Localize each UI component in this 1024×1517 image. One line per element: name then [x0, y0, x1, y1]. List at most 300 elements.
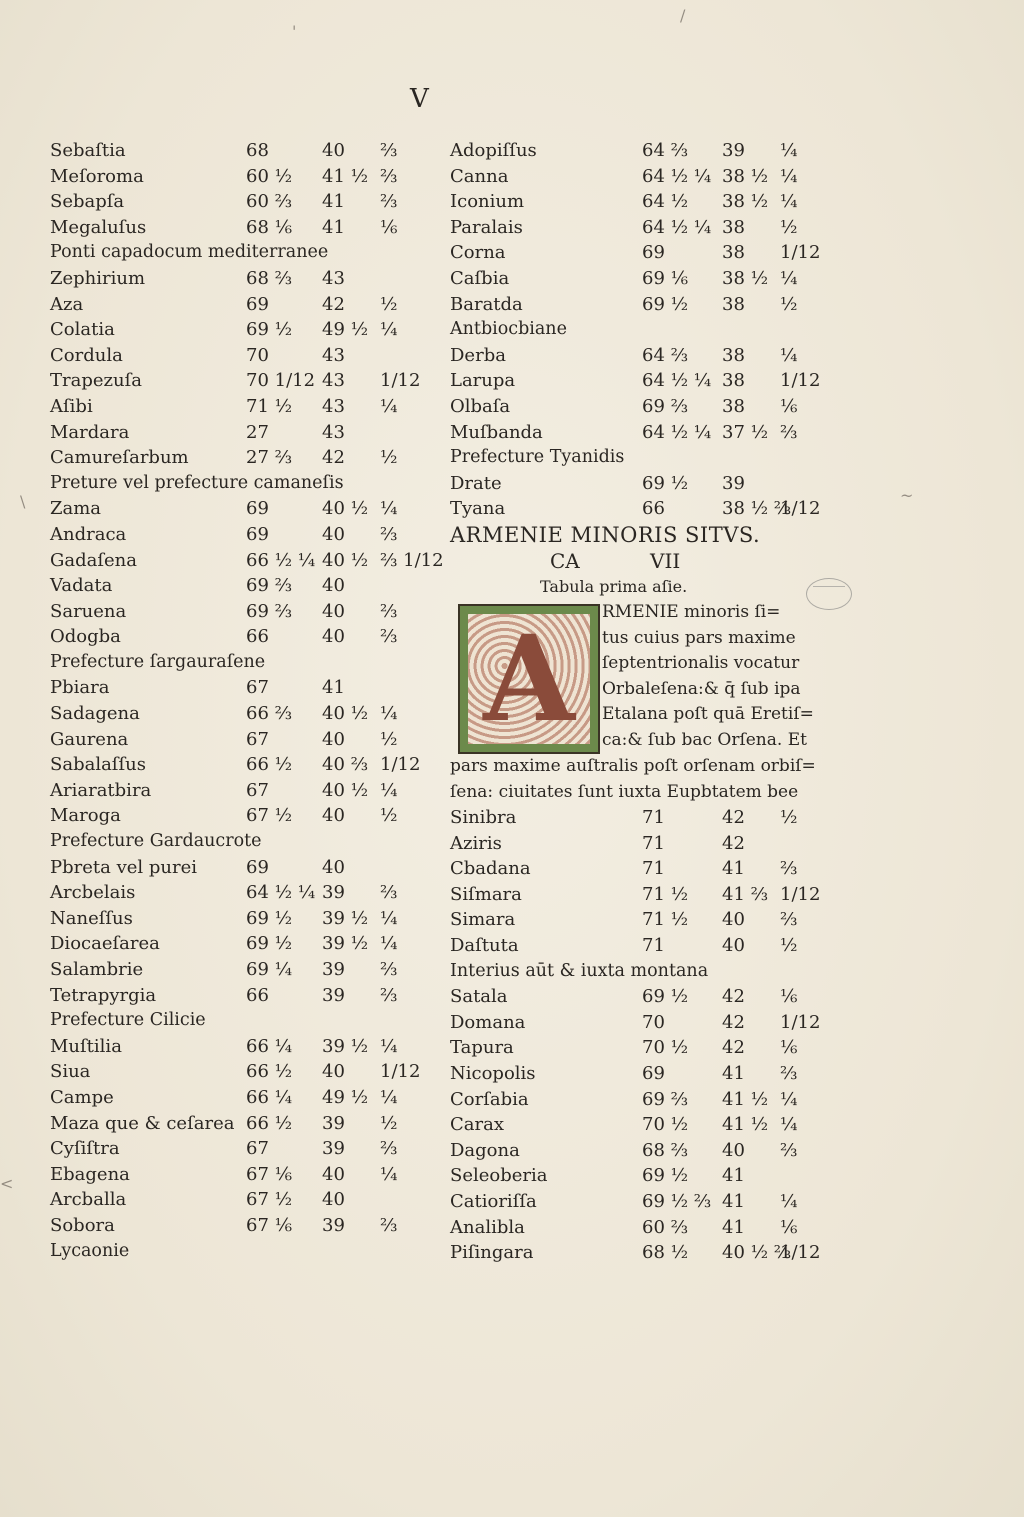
place-name: Prefecture Cilicie: [50, 1010, 206, 1031]
place-name: Cbadana: [450, 858, 531, 880]
table-section-heading: [450, 445, 810, 471]
fraction-value: ½: [780, 935, 798, 957]
latitude-value: 38: [722, 344, 745, 366]
place-name: Prefecture ſargauraſene: [50, 651, 266, 672]
latitude-value: 41: [322, 191, 345, 213]
table-row: [450, 1035, 810, 1061]
place-name: Muſbanda: [450, 421, 543, 443]
place-name: Arcballa: [50, 1189, 127, 1211]
latitude-value: 42: [722, 986, 745, 1008]
latitude-value: 41: [722, 858, 745, 880]
longitude-value: 60 ⅔: [642, 1216, 689, 1238]
place-name: Trapezuſa: [50, 370, 142, 392]
table-row: [50, 1136, 410, 1162]
longitude-value: 27: [246, 421, 269, 443]
fraction-value: ¼: [780, 1191, 798, 1212]
latitude-value: 39 ½: [322, 907, 369, 929]
place-name: Daſtuta: [450, 935, 519, 957]
longitude-value: 27 ⅔: [246, 447, 293, 469]
longitude-value: 70: [246, 344, 269, 366]
table-row: [50, 368, 421, 394]
page-signature: V: [410, 84, 430, 114]
fraction-value: ¼: [780, 140, 798, 161]
place-name: Domana: [450, 1011, 526, 1033]
table-row: [450, 1112, 810, 1138]
fraction-value: ¼: [380, 1086, 398, 1108]
body-line: pars maxime auſtralis poſt orſenam orbiſ=: [450, 755, 816, 776]
longitude-value: 69 ½: [246, 319, 293, 341]
table-row: [450, 933, 810, 959]
fraction-value: 1/12: [380, 370, 421, 392]
intro-line: Etalana poſt quā Eretiſ=: [602, 704, 814, 725]
latitude-value: 43: [322, 421, 345, 443]
place-name: Aſibi: [50, 395, 93, 417]
fraction-value: ¼: [380, 395, 398, 417]
fraction-value: ⅙: [380, 216, 398, 238]
table-row: [50, 1034, 410, 1060]
latitude-value: 39: [322, 1112, 345, 1134]
body-line: ſena: ciuitates ſunt iuxta Eupbtatem bee: [450, 781, 799, 802]
table-row: [450, 907, 810, 933]
latitude-value: 40: [722, 1139, 745, 1161]
longitude-value: 64 ½ ¼: [642, 165, 712, 187]
intro-line: ſeptentrionalis vocatur: [602, 653, 800, 674]
table-row: [50, 1187, 410, 1213]
table-row: [450, 368, 821, 394]
right-column: [450, 138, 821, 1266]
table-row: [450, 856, 810, 882]
chapter-label: CA: [550, 548, 580, 573]
fraction-value: ⅙: [780, 395, 798, 417]
latitude-value: 42: [722, 1011, 745, 1033]
fraction-value: ½: [380, 1112, 398, 1134]
place-name: Gadaſena: [50, 549, 138, 571]
longitude-value: 71 ½: [642, 909, 689, 931]
place-name: Canna: [450, 165, 509, 187]
latitude-value: 40: [322, 523, 345, 545]
longitude-value: 69 ⅙: [642, 267, 689, 289]
table-row: [450, 471, 810, 497]
table-row: [50, 1213, 410, 1239]
longitude-value: 67 ½: [246, 1189, 293, 1211]
place-name: Meſoroma: [50, 165, 144, 187]
table-row: [50, 189, 410, 215]
table-row: [450, 240, 821, 266]
place-name: Catioriſſa: [450, 1191, 537, 1212]
latitude-value: 39: [722, 472, 745, 494]
longitude-value: 66 ⅔: [246, 703, 293, 725]
table-section-heading: [50, 1239, 410, 1265]
fraction-value: ⅔: [780, 858, 798, 880]
fraction-value: 1/12: [780, 498, 821, 520]
longitude-value: 69: [246, 293, 269, 315]
latitude-value: 41: [322, 216, 345, 238]
latitude-value: 40: [322, 1163, 345, 1185]
table-row: [450, 215, 810, 241]
latitude-value: 37 ½: [722, 421, 769, 443]
longitude-value: 69 ½: [642, 986, 689, 1008]
table-row: [450, 189, 810, 215]
place-name: Tyana: [450, 498, 506, 520]
latitude-value: 43: [322, 395, 345, 417]
longitude-value: 67: [246, 779, 269, 801]
latitude-value: 38 ½: [722, 267, 769, 289]
place-name: Arcbelais: [50, 882, 136, 904]
table-row: [50, 317, 410, 343]
table-section-heading: [50, 240, 410, 266]
intro-line: RMENIE minoris ſi=: [602, 601, 781, 622]
table-row: [450, 805, 810, 831]
latitude-value: 41 ½: [722, 1114, 769, 1136]
longitude-value: 68 ⅔: [246, 267, 293, 289]
table-row: [450, 1087, 810, 1113]
longitude-value: 60 ⅔: [246, 191, 293, 213]
fraction-value: ¼: [380, 1163, 398, 1185]
margin-mark: ~: [900, 486, 914, 505]
place-name: Andraca: [50, 523, 127, 545]
margin-mark: <: [0, 1174, 14, 1193]
latitude-value: 40 ½: [322, 703, 369, 725]
longitude-value: 67 ⅙: [246, 1163, 293, 1185]
longitude-value: 67: [246, 677, 269, 699]
latitude-value: 40: [722, 935, 745, 957]
latitude-value: 39: [322, 984, 345, 1006]
place-name: Satala: [450, 986, 508, 1008]
table-section-heading: [50, 1008, 410, 1034]
fraction-value: ¼: [380, 319, 398, 341]
place-name: Ebagena: [50, 1163, 130, 1185]
fraction-value: ⅔: [780, 1063, 798, 1085]
latitude-value: 40: [322, 600, 345, 622]
place-name: Mardara: [50, 421, 130, 443]
place-name: Carax: [450, 1114, 504, 1136]
intro-line: tus cuius pars maxime: [602, 627, 796, 648]
longitude-value: 64 ½ ¼: [642, 370, 712, 392]
latitude-value: 42: [722, 807, 745, 829]
fraction-value: ½: [380, 805, 398, 827]
table-row: [50, 727, 410, 753]
fraction-value: ⅙: [780, 986, 798, 1008]
longitude-value: 71 ½: [246, 395, 293, 417]
latitude-value: 42: [722, 1037, 745, 1059]
place-name: Drate: [450, 472, 502, 494]
place-name: Odogba: [50, 626, 121, 648]
place-name: Campe: [50, 1086, 114, 1108]
latitude-value: 41: [722, 1191, 745, 1212]
place-name: Olbaſa: [450, 395, 511, 417]
place-name: Caſbia: [450, 267, 510, 289]
table-row: [50, 803, 410, 829]
table-row: [450, 164, 810, 190]
fraction-value: ⅙: [780, 1216, 798, 1238]
latitude-value: 40 ½: [322, 549, 369, 571]
latitude-value: 40: [322, 575, 345, 597]
longitude-value: 66 ½: [246, 1061, 293, 1083]
place-name: Sobora: [50, 1214, 115, 1236]
longitude-value: 64 ⅔: [642, 140, 689, 161]
latitude-value: 40: [322, 1189, 345, 1211]
longitude-value: 67 ⅙: [246, 1214, 293, 1236]
place-name: Nicopolis: [450, 1063, 536, 1085]
longitude-value: 69: [246, 498, 269, 520]
latitude-value: 41: [722, 1165, 745, 1187]
longitude-value: 69 ⅔: [642, 395, 689, 417]
fraction-value: ½: [380, 728, 398, 750]
table-row: [50, 957, 410, 983]
fraction-value: ¼: [780, 165, 798, 187]
longitude-value: 66 ½ ¼: [246, 549, 316, 571]
latitude-value: 43: [322, 267, 345, 289]
latitude-value: 40 ½: [322, 779, 369, 801]
longitude-value: 69 ½: [246, 933, 293, 955]
library-stamp: [806, 578, 852, 610]
longitude-value: 69 ½: [642, 472, 689, 494]
place-name: Gaurena: [50, 728, 129, 750]
place-name: Preture vel prefecture camaneſis: [50, 472, 344, 493]
intro-line: Orbaleſena:& q̄ ſub ipa: [602, 678, 801, 699]
longitude-value: 60 ½: [246, 165, 293, 187]
table-section-heading: [50, 650, 410, 676]
longitude-value: 71: [642, 935, 665, 957]
place-name: Siſmara: [450, 883, 522, 905]
longitude-value: 69 ⅔: [246, 600, 293, 622]
left-column-table: [50, 138, 444, 1264]
fraction-value: ⅔: [380, 165, 398, 187]
table-row: [50, 778, 410, 804]
latitude-value: 43: [322, 344, 345, 366]
place-name: Prefecture Tyanidis: [450, 447, 625, 468]
longitude-value: 64 ½ ¼: [642, 421, 712, 443]
fraction-value: 1/12: [380, 754, 421, 776]
longitude-value: 69: [642, 1063, 665, 1085]
place-name: Siua: [50, 1061, 91, 1083]
latitude-value: 49 ½: [322, 319, 369, 341]
fraction-value: ¼: [780, 1088, 798, 1110]
table-row: [50, 1059, 421, 1085]
longitude-value: 64 ½ ¼: [642, 216, 712, 238]
right-column-table-top: [450, 138, 821, 522]
latitude-value: 39 ½: [322, 1035, 369, 1057]
place-name: Lycaonie: [50, 1240, 130, 1261]
place-name: Seleoberia: [450, 1165, 548, 1187]
longitude-value: 66: [246, 984, 269, 1006]
fraction-value: ⅔: [380, 984, 398, 1006]
longitude-value: 67 ½: [246, 805, 293, 827]
fraction-value: ¼: [380, 779, 398, 801]
chapter-heading: [450, 548, 810, 574]
fraction-value: ⅔ 1/12: [380, 549, 444, 571]
section-title: ARMENIE MINORIS SITVS.: [450, 522, 761, 547]
longitude-value: 69 ⅔: [246, 575, 293, 597]
latitude-value: 40 ½: [322, 498, 369, 520]
longitude-value: 70 ½: [642, 1114, 689, 1136]
place-name: Interius aūt & iuxta montana: [450, 960, 709, 981]
longitude-value: 64 ⅔: [642, 344, 689, 366]
table-section-heading: [450, 959, 810, 985]
place-name: Maroga: [50, 805, 121, 827]
table-row: [50, 548, 444, 574]
tabula-heading: Tabula prima aſie.: [540, 576, 688, 596]
place-name: Zama: [50, 498, 102, 520]
fraction-value: ½: [780, 293, 798, 315]
latitude-value: 41: [722, 1216, 745, 1238]
fraction-value: ¼: [780, 191, 798, 213]
fraction-value: ⅔: [780, 421, 798, 443]
longitude-value: 71: [642, 807, 665, 829]
latitude-value: 38: [722, 395, 745, 417]
initial-letter: A: [483, 608, 575, 748]
latitude-value: 39: [322, 959, 345, 980]
table-row: [50, 292, 410, 318]
latitude-value: 40: [322, 856, 345, 878]
place-name: Saruena: [50, 600, 127, 622]
fraction-value: 1/12: [780, 883, 821, 905]
latitude-value: 41 ½: [322, 165, 369, 187]
place-name: Derba: [450, 344, 506, 366]
place-name: Sebapſa: [50, 191, 125, 213]
place-name: Sabalaſſus: [50, 754, 146, 776]
table-row: [450, 343, 810, 369]
place-name: Pbiara: [50, 677, 110, 699]
fraction-value: 1/12: [780, 1242, 821, 1264]
latitude-value: 40: [722, 909, 745, 931]
longitude-value: 69 ¼: [246, 959, 293, 980]
right-column-table-bottom: [450, 805, 821, 1266]
place-name: Camureſarbum: [50, 447, 189, 469]
fraction-value: ⅔: [380, 959, 398, 980]
place-name: Analibla: [450, 1216, 525, 1238]
table-row: [50, 1085, 410, 1111]
place-name: Ponti capadocum mediterranee: [50, 242, 329, 263]
latitude-value: 39: [322, 1214, 345, 1236]
place-name: Sadagena: [50, 703, 140, 725]
latitude-value: 39 ½: [322, 933, 369, 955]
fraction-value: ⅙: [780, 1037, 798, 1059]
latitude-value: 41 ⅔: [722, 883, 769, 905]
table-row: [50, 394, 410, 420]
place-name: Adopiſſus: [450, 140, 537, 161]
latitude-value: 38: [722, 216, 745, 238]
place-name: Corſabia: [450, 1088, 529, 1110]
fraction-value: ¼: [380, 907, 398, 929]
latitude-value: 42: [322, 447, 345, 469]
place-name: Simara: [450, 909, 516, 931]
margin-mark: /: [680, 6, 686, 25]
table-row: [50, 138, 410, 164]
latitude-value: 40 ½ ⅔: [722, 1242, 792, 1264]
latitude-value: 39: [722, 140, 745, 161]
place-name: Diocaeſarea: [50, 933, 160, 955]
margin-mark: \: [20, 492, 26, 511]
table-row: [450, 138, 810, 164]
longitude-value: 66 ¼: [246, 1086, 293, 1108]
latitude-value: 40: [322, 805, 345, 827]
latitude-value: 40 ⅔: [322, 754, 369, 776]
place-name: Naneſſus: [50, 907, 133, 929]
longitude-value: 69 ½ ⅔: [642, 1191, 712, 1212]
table-row: [50, 164, 410, 190]
table-row: [50, 880, 410, 906]
longitude-value: 67: [246, 728, 269, 750]
longitude-value: 66: [246, 626, 269, 648]
fraction-value: ¼: [380, 703, 398, 725]
place-name: Cordula: [50, 344, 123, 366]
margin-mark: ': [292, 22, 297, 41]
place-name: Sebaſtia: [50, 140, 126, 161]
latitude-value: 42: [322, 293, 345, 315]
table-row: [50, 906, 410, 932]
longitude-value: 67: [246, 1138, 269, 1160]
latitude-value: 40: [322, 140, 345, 161]
fraction-value: 1/12: [780, 1011, 821, 1033]
latitude-value: 39: [322, 882, 345, 904]
fraction-value: ½: [380, 447, 398, 469]
place-name: Paralais: [450, 216, 523, 238]
latitude-value: 41 ½: [722, 1088, 769, 1110]
fraction-value: ⅔: [380, 1138, 398, 1160]
place-name: Aziris: [450, 832, 502, 854]
longitude-value: 69: [246, 523, 269, 545]
place-name: Pbreta vel purei: [50, 856, 198, 878]
chapter-number: VII: [650, 548, 681, 573]
place-name: Megaluſus: [50, 216, 147, 238]
table-row: [450, 496, 821, 522]
table-row: [50, 855, 410, 881]
longitude-value: 69: [642, 242, 665, 264]
fraction-value: ⅔: [780, 909, 798, 931]
latitude-value: 38 ½: [722, 165, 769, 187]
place-name: Larupa: [450, 370, 516, 392]
table-row: [450, 266, 810, 292]
table-row: [50, 983, 410, 1009]
table-row: [450, 292, 810, 318]
latitude-value: 38 ½ ⅔: [722, 498, 792, 520]
latitude-value: 38 ½: [722, 191, 769, 213]
table-row: [50, 624, 410, 650]
table-row: [450, 831, 810, 857]
fraction-value: ½: [380, 293, 398, 315]
fraction-value: ¼: [380, 933, 398, 955]
latitude-value: 43: [322, 370, 345, 392]
longitude-value: 66: [642, 498, 665, 520]
fraction-value: 1/12: [380, 1061, 421, 1083]
intro-line: ca:& ſub bac Orſena. Et: [602, 729, 807, 750]
longitude-value: 66 ½: [246, 754, 293, 776]
fraction-value: ½: [780, 807, 798, 829]
place-name: Tapura: [450, 1037, 514, 1059]
place-name: Antbiocbiane: [450, 319, 567, 340]
longitude-value: 69 ½: [246, 907, 293, 929]
place-name: Piſingara: [450, 1242, 534, 1264]
table-row: [50, 701, 410, 727]
table-row: [50, 599, 410, 625]
table-row: [50, 1111, 410, 1137]
table-row: [50, 573, 410, 599]
table-row: [50, 215, 410, 241]
longitude-value: 71: [642, 832, 665, 854]
table-row: [450, 1189, 810, 1215]
place-name: Sinibra: [450, 807, 517, 829]
table-row: [50, 1162, 410, 1188]
place-name: Zephirium: [50, 267, 146, 289]
table-row: [50, 522, 410, 548]
place-name: Prefecture Gardaucrote: [50, 831, 262, 852]
place-name: Maza que & ceſarea: [50, 1112, 235, 1134]
place-name: Tetrapyrgia: [50, 984, 157, 1006]
table-row: [450, 1061, 810, 1087]
body-text: [450, 754, 816, 805]
table-row: [50, 675, 410, 701]
